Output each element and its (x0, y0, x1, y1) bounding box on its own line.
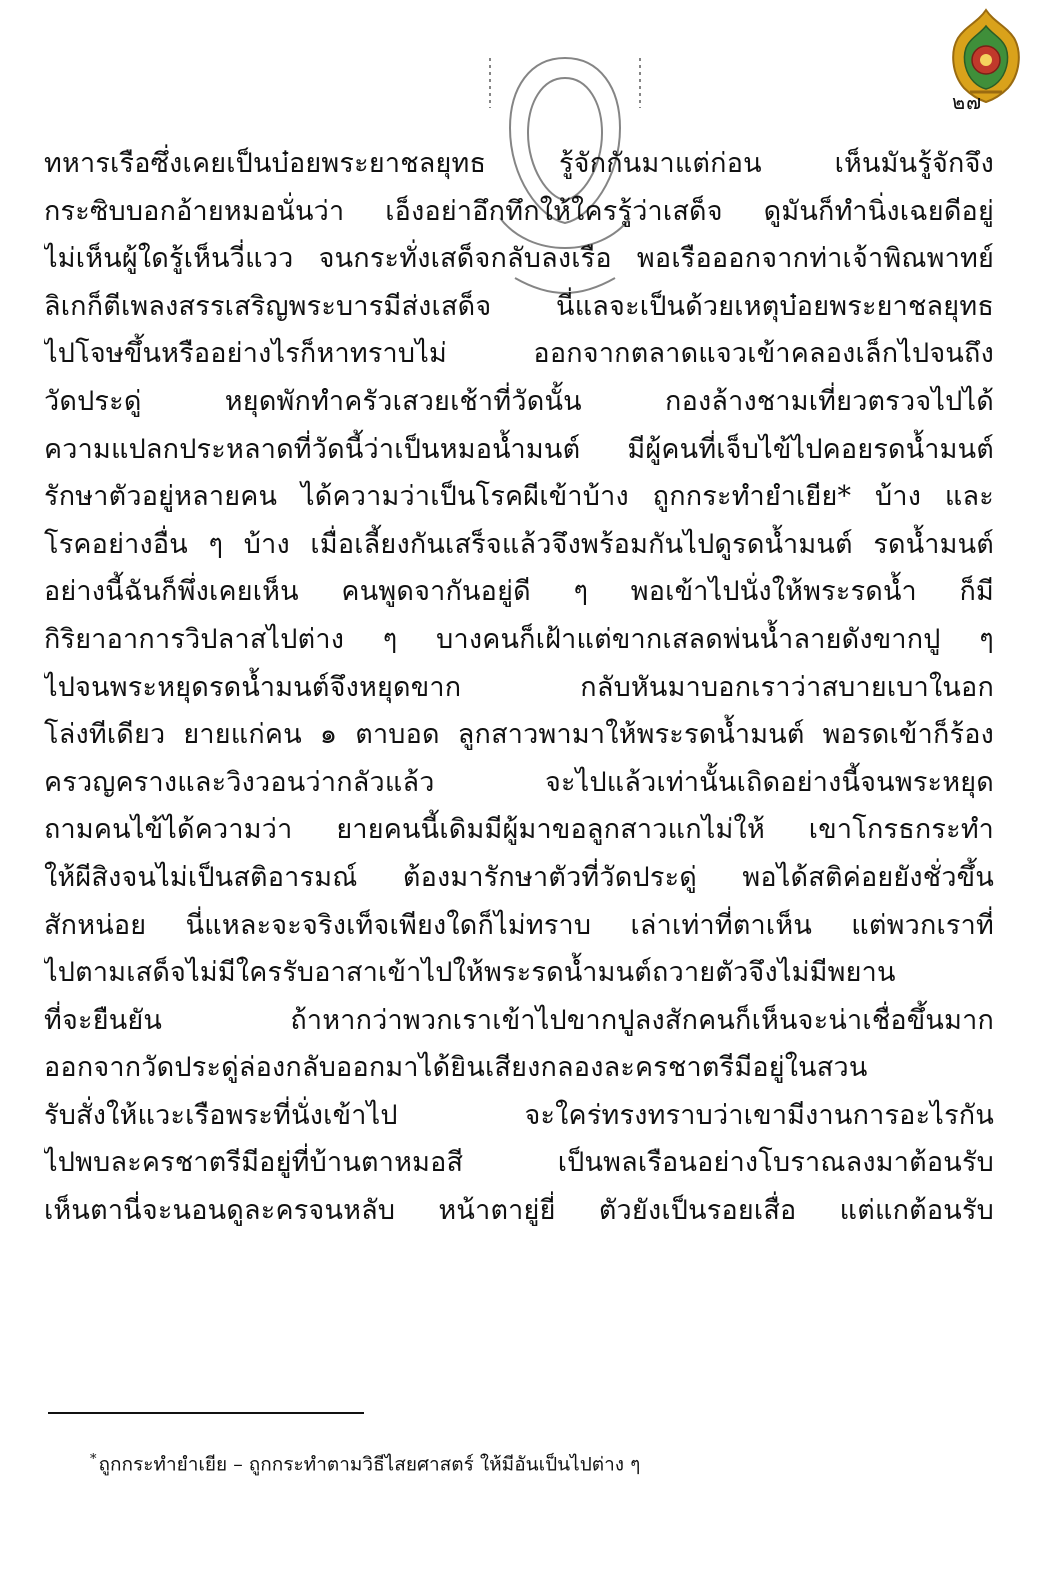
text-line: ที่จะยืนยัน ถ้าหากว่าพวกเราเข้าไปขากปูลงสักคนก็เห็นจะน่าเชื่อขึ้นมาก (44, 1004, 994, 1036)
text-line: เห็นตานี่จะนอนดูละครจนหลับ หน้าตายู่ยี่ ตัวยังเป็นรอยเสื่อ แต่แกต้อนรับ (44, 1195, 994, 1227)
body-text (44, 140, 994, 1235)
page-number: ๒๗ (952, 90, 983, 114)
text-line: กิริยาอาการวิปลาสไปต่าง ๆ บางคนก็เฝ้าแต่ขากเสลดพ่นน้ำลายดังขากปู ๆ (44, 623, 994, 655)
text-line: ครวญครางและวิงวอนว่ากลัวแล้ว จะไปแล้วเท่านั้นเถิดอย่างนี้จนพระหยุด (44, 766, 994, 798)
text-line: โรคอย่างอื่น ๆ บ้าง เมื่อเลี้ยงกันเสร็จแล้วจึงพร้อมกันไปดูรดน้ำมนต์ รดน้ำมนต์ (44, 528, 994, 560)
text-line: ให้ผีสิงจนไม่เป็นสติอารมณ์ ต้องมารักษาตัวที่วัดประดู่ พอได้สติค่อยยังชั่วขึ้น (44, 861, 994, 893)
text-line: ไปจนพระหยุดรดน้ำมนต์จึงหยุดขาก กลับหันมาบอกเราว่าสบายเบาในอก (44, 671, 994, 703)
text-line: ไม่เห็นผู้ใดรู้เห็นวี่แวว จนกระทั่งเสด็จกลับลงเรือ พอเรือออกจากท่าเจ้าพิณพาทย์ (44, 243, 994, 275)
text-line: ไปตามเสด็จไม่มีใครรับอาสาเข้าไปให้พระรดน้ำมนต์ถวายตัวจึงไม่มีพยาน (44, 957, 896, 989)
text-line: ไปพบละครชาตรีมีอยู่ที่บ้านตาหมอสี เป็นพลเรือนอย่างโบราณลงมาต้อนรับ (44, 1147, 994, 1179)
footnote (90, 1447, 640, 1477)
text-line: โล่งทีเดียว ยายแก่คน ๑ ตาบอด ลูกสาวพามาให้พระรดน้ำมนต์ พอรดเข้าก็ร้อง (44, 719, 994, 751)
text-line: วัดประดู่ หยุดพักทำครัวเสวยเช้าที่วัดนั้น กองล้างชามเที่ยวตรวจไปได้ (44, 385, 994, 417)
text-line: อย่างนี้ฉันก็พึ่งเคยเห็น คนพูดจากันอยู่ดี ๆ พอเข้าไปนั่งให้พระรดน้ำ ก็มี (44, 576, 994, 608)
text-line: สักหน่อย นี่แหละจะจริงเท็จเพียงใดก็ไม่ทราบ เล่าเท่าที่ตาเห็น แต่พวกเราที่ (44, 909, 994, 941)
text-line: รับสั่งให้แวะเรือพระที่นั่งเข้าไป จะใคร่ทรงทราบว่าเขามีงานการอะไรกัน (44, 1099, 994, 1131)
text-line: รักษาตัวอยู่หลายคน ได้ความว่าเป็นโรคผีเข้าบ้าง ถูกกระทำยำเยีย* บ้าง และ (44, 481, 994, 513)
text-line: ออกจากวัดประดู่ล่องกลับออกมาได้ยินเสียงกลองละครชาตรีมีอยู่ในสวน (44, 1052, 868, 1084)
footnote-divider (48, 1412, 364, 1414)
footnote-text: ถูกกระทำยำเยีย – ถูกกระทำตามวิธีไสยศาสตร์ ให้มีอันเป็นไปต่าง ๆ (98, 1453, 641, 1476)
footnote-marker: * (90, 1452, 97, 1467)
text-line: ทหารเรือซึ่งเคยเป็นบ๋อยพระยาชลยุทธ รู้จักกันมาแต่ก่อน เห็นมันรู้จักจึง (44, 148, 994, 179)
text-line: ความแปลกประหลาดที่วัดนี้ว่าเป็นหมอน้ำมนต์ มีผู้คนที่เจ็บไข้ไปคอยรดน้ำมนต์ (44, 433, 994, 465)
text-line: ลิเกก็ตีเพลงสรรเสริญพระบารมีส่งเสด็จ นี่แลจะเป็นด้วยเหตุบ๋อยพระยาชลยุทธ (44, 290, 994, 322)
text-line: กระซิบบอกอ้ายหมอนั่นว่า เอ็งอย่าอึกทึกให้ใครรู้ว่าเสด็จ ดูมันก็ทำนิ่งเฉยดีอยู่ (44, 195, 994, 227)
text-line: ไปโจษขึ้นหรืออย่างไรก็หาทราบไม่ ออกจากตลาดแจวเข้าคลองเล็กไปจนถึง (44, 338, 994, 370)
text-line: ถามคนไข้ได้ความว่า ยายคนนี้เดิมมีผู้มาขอลูกสาวแกไม่ให้ เขาโกรธกระทำ (44, 814, 994, 846)
